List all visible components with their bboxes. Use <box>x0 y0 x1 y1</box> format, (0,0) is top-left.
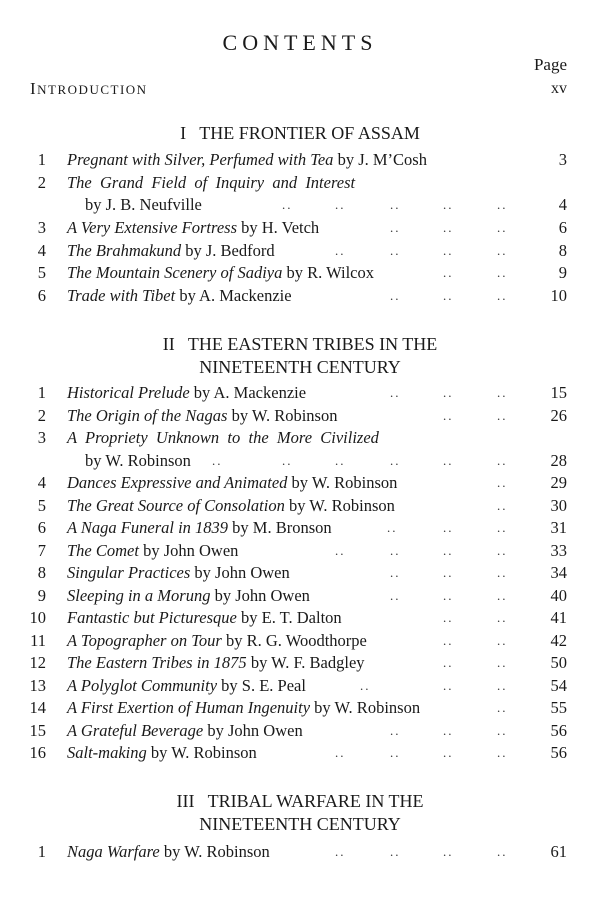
entry-page-number: 50 <box>550 653 567 672</box>
entry-page-number: 6 <box>558 218 567 237</box>
dot-leaders: .. .. <box>443 610 508 625</box>
entry-page-number: 28 <box>550 450 567 470</box>
entry-page-number: 56 <box>550 743 567 762</box>
entry-title: The Mountain Scenery of Sadiya <box>67 263 283 282</box>
entry-text <box>67 149 427 172</box>
entry-page-number: 40 <box>550 585 567 605</box>
dot-leaders: .. .. .. .. <box>335 844 508 859</box>
entry-number: 3 <box>37 428 46 447</box>
dot-leaders: .. .. <box>443 265 508 280</box>
entry-text <box>67 262 374 285</box>
dot-leaders: .. .. <box>443 655 508 670</box>
entry-text <box>67 562 290 585</box>
entry-author: by M. Bronson <box>228 518 332 537</box>
entry-title: Trade with Tibet <box>67 285 176 305</box>
dot-leaders: .. .. .. <box>390 587 508 603</box>
entry-author: by W. Robinson <box>159 842 270 861</box>
entry-number: 11 <box>30 630 46 650</box>
entry-text <box>85 450 191 473</box>
toc-entry[interactable] <box>0 742 600 765</box>
entry-text <box>67 217 319 240</box>
entry-title: The Eastern Tribes in 1875 <box>67 653 247 672</box>
entry-author: by A. Mackenzie <box>175 285 292 305</box>
entry-page-number: 3 <box>558 150 567 169</box>
part-heading-line: NINETEENTH CENTURY <box>199 356 401 377</box>
entry-number: 7 <box>37 540 46 560</box>
dot-leaders: .. .. .. .. <box>335 542 508 558</box>
dot-leaders: .. .. .. <box>390 385 508 400</box>
entry-number: 9 <box>37 585 46 605</box>
entry-text <box>67 285 292 308</box>
toc-entry[interactable] <box>0 405 600 428</box>
entry-text <box>67 652 365 675</box>
part-heading-3 <box>0 790 600 835</box>
entry-title: A Topographer on Tour <box>67 630 222 650</box>
entry-page-number: 10 <box>550 285 567 305</box>
entry-number: 4 <box>37 473 46 492</box>
part-heading-1 <box>0 122 600 145</box>
part-heading-line: NINETEENTH CENTURY <box>199 813 401 834</box>
entry-author: by R. G. Woodthorpe <box>221 630 367 650</box>
entry-title: The Grand Field of Inquiry and Interest <box>67 172 356 192</box>
entry-text <box>67 697 420 720</box>
entry-author: by John Owen <box>190 563 290 582</box>
dot-leaders: .. <box>497 700 508 715</box>
entry-title: Fantastic but Picturesque <box>67 608 237 627</box>
entry-title: Historical Prelude <box>67 383 190 402</box>
entry-title: A Very Extensive Fortress <box>67 218 237 237</box>
entry-text <box>67 585 310 608</box>
entry-title: Naga Warfare <box>67 842 160 861</box>
toc-entry-continuation[interactable] <box>0 450 600 473</box>
toc-entry[interactable] <box>0 585 600 608</box>
entry-author: by W. Robinson <box>284 495 395 515</box>
entry-page-number: 55 <box>550 698 567 717</box>
introduction-label <box>30 79 148 100</box>
introduction-page-number: xv <box>551 80 567 97</box>
entry-title: A First Exertion of Human Ingenuity <box>67 698 311 717</box>
entry-author: by J. Bedford <box>181 240 275 260</box>
entry-text <box>67 607 342 630</box>
dot-leaders: .. .. .. <box>390 287 508 303</box>
entry-number: 3 <box>37 218 46 237</box>
entry-number: 15 <box>29 720 46 740</box>
entry-author: by S. E. Peal <box>217 675 306 695</box>
dot-leaders: .. .. .. .. .. .. <box>212 452 508 468</box>
toc-entry[interactable] <box>0 540 600 563</box>
toc-entry[interactable] <box>0 720 600 743</box>
entry-page-number: 41 <box>550 608 567 627</box>
entry-text <box>67 720 303 743</box>
part-heading-2 <box>0 333 600 378</box>
part-heading-line: II THE EASTERN TRIBES IN THE <box>162 334 438 354</box>
entry-page-number: 9 <box>558 263 567 282</box>
entry-title: The Brahmakund <box>67 240 182 260</box>
entry-title: Sleeping in a Morung <box>67 585 211 605</box>
toc-entry[interactable] <box>0 841 600 864</box>
entry-text <box>67 742 257 765</box>
entry-title: Dances Expressive and Animated <box>67 473 288 492</box>
entry-author: by H. Vetch <box>237 218 320 237</box>
entry-author: by R. Wilcox <box>282 263 374 282</box>
dot-leaders: .. .. .. .. <box>335 242 508 258</box>
entry-number: 10 <box>29 608 46 627</box>
entry-number: 1 <box>37 842 46 861</box>
dot-leaders: .. <box>497 475 508 490</box>
entry-author: by A. Mackenzie <box>189 383 307 402</box>
entry-number: 16 <box>29 743 46 762</box>
toc-entry[interactable] <box>0 172 600 195</box>
toc-entry[interactable] <box>0 675 600 698</box>
toc-entry[interactable] <box>0 562 600 585</box>
entry-text <box>67 472 397 495</box>
dot-leaders: .. .. .. .. <box>335 745 508 760</box>
entry-number: 1 <box>37 383 46 402</box>
entry-text <box>67 517 332 540</box>
entry-page-number: 26 <box>550 405 567 425</box>
part-heading-line: III TRIBAL WARFARE IN THE <box>176 791 424 811</box>
entry-title: Salt-making <box>67 743 147 762</box>
dot-leaders: .. .. .. .. .. <box>282 197 508 212</box>
entry-page-number: 31 <box>550 518 567 537</box>
entry-title: Singular Practices <box>67 563 191 582</box>
part-heading-line: I THE FRONTIER OF ASSAM <box>180 123 420 143</box>
toc-entry[interactable] <box>0 652 600 675</box>
entry-author: by W. Robinson <box>227 405 338 425</box>
entry-number: 1 <box>37 150 46 169</box>
entry-page-number: 4 <box>558 195 567 214</box>
entry-page-number: 61 <box>550 842 567 861</box>
toc-entry-continuation[interactable] <box>0 194 600 217</box>
entry-number: 8 <box>37 563 46 582</box>
entry-number: 14 <box>29 698 46 717</box>
toc-entry[interactable] <box>0 630 600 653</box>
toc-entry[interactable] <box>0 472 600 495</box>
entry-author: by W. Robinson <box>287 473 398 492</box>
dot-leaders: .. .. <box>443 632 508 648</box>
toc-entry[interactable] <box>0 607 600 630</box>
entry-page-number: 54 <box>550 675 567 695</box>
page-column-label: Page <box>533 55 567 74</box>
introduction-initial: I <box>30 79 38 98</box>
entry-number: 4 <box>37 240 46 260</box>
entry-page-number: 56 <box>550 720 567 740</box>
entry-text <box>67 172 355 195</box>
toc-entry[interactable] <box>0 262 600 285</box>
entry-number: 13 <box>29 675 46 695</box>
toc-entry[interactable] <box>0 240 600 263</box>
entry-number: 5 <box>37 495 46 515</box>
toc-entry[interactable] <box>0 697 600 720</box>
entry-author: by John Owen <box>210 585 310 605</box>
entry-page-number: 42 <box>550 630 567 650</box>
entry-author: by W. Robinson <box>146 743 257 762</box>
toc-entry[interactable] <box>0 149 600 172</box>
entry-page-number: 29 <box>550 473 567 492</box>
entry-text <box>67 675 306 698</box>
entry-number: 5 <box>37 263 46 282</box>
entry-author: by John Owen <box>138 540 239 560</box>
toc-entry[interactable] <box>0 285 600 308</box>
entry-author: by W. Robinson <box>310 698 421 717</box>
dot-leaders: .. .. .. <box>390 220 508 235</box>
page-title: CONTENTS <box>222 30 378 55</box>
entry-title: A Grateful Beverage <box>67 720 204 740</box>
entry-author: by E. T. Dalton <box>236 608 342 627</box>
entry-title: A Propriety Unknown to the More Civilized <box>67 428 379 447</box>
entry-page-number: 8 <box>558 240 567 260</box>
entry-title: The Comet <box>67 540 139 560</box>
entry-number: 2 <box>37 405 46 425</box>
entry-number: 12 <box>29 653 46 672</box>
entry-title: Pregnant with Silver, Perfumed with Tea <box>67 150 334 169</box>
dot-leaders: .. .. .. <box>387 520 508 535</box>
entry-text <box>67 495 395 518</box>
entry-author: by J. M’Cosh <box>333 150 427 169</box>
entry-title: The Origin of the Nagas <box>67 405 228 425</box>
entry-text <box>67 540 238 563</box>
entry-title: The Great Source of Consolation <box>67 495 285 515</box>
dot-leaders: .. .. .. <box>360 677 508 693</box>
dot-leaders: .. .. .. <box>390 565 508 580</box>
entry-text <box>67 405 337 428</box>
entry-text <box>67 841 270 864</box>
dot-leaders: .. .. .. <box>390 722 508 738</box>
toc-entry[interactable] <box>0 517 600 540</box>
entry-title: A Polyglot Community <box>67 675 218 695</box>
entry-page-number: 33 <box>550 540 567 560</box>
entry-author: by W. F. Badgley <box>246 653 365 672</box>
entry-author: by John Owen <box>203 720 303 740</box>
toc-entry[interactable] <box>0 382 600 405</box>
entry-author: by J. B. Neufville <box>85 195 202 214</box>
entry-page-number: 15 <box>550 383 567 402</box>
entry-text <box>67 630 367 653</box>
entry-number: 6 <box>37 518 46 537</box>
entry-text <box>67 240 275 263</box>
entry-number: 2 <box>37 172 46 192</box>
entry-title: A Naga Funeral in 1839 <box>67 518 229 537</box>
introduction-rest: NTRODUCTION <box>37 82 148 97</box>
toc-entry[interactable] <box>0 217 600 240</box>
entry-text <box>67 382 306 405</box>
entry-text <box>67 427 379 450</box>
entry-number: 6 <box>37 285 46 305</box>
dot-leaders: .. <box>497 497 508 513</box>
toc-entry[interactable] <box>0 427 600 450</box>
toc-entry-introduction[interactable] <box>30 79 567 99</box>
toc-entry[interactable] <box>0 495 600 518</box>
entry-page-number: 30 <box>550 495 567 515</box>
dot-leaders: .. .. <box>443 407 508 423</box>
entry-page-number: 34 <box>550 563 567 582</box>
entry-author: by W. Robinson <box>85 450 191 470</box>
